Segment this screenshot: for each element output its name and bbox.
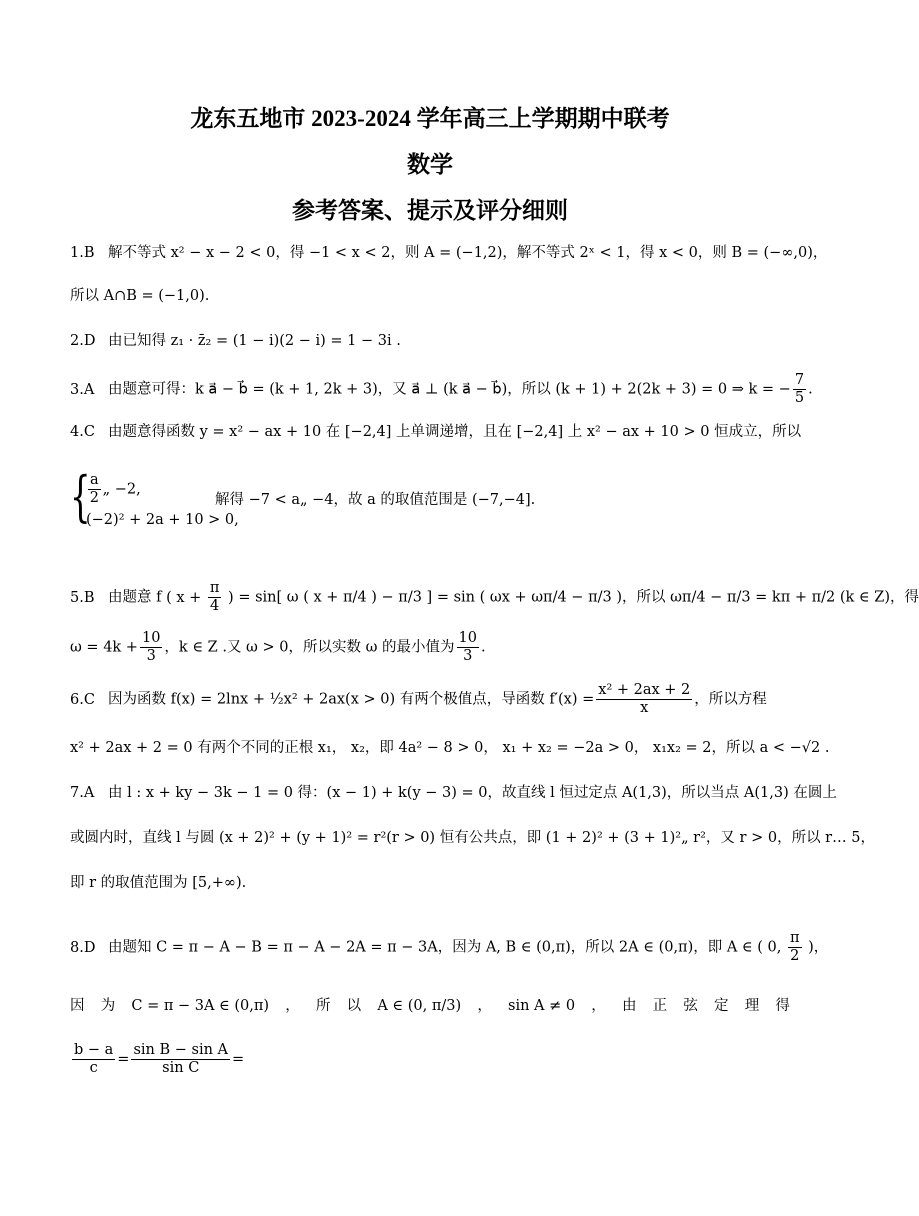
q8-l2-w10: 由 <box>621 998 637 1014</box>
q5-line-2-t: . <box>480 639 486 656</box>
q6-label: 6.C <box>70 691 95 708</box>
subject-title: 数学 <box>407 152 453 177</box>
q4-line-2: 解得 −7 < a„ −4，故 a 的取值范围是 (−7,−4]. <box>215 492 536 508</box>
q4-system-brace: { <box>70 465 91 528</box>
q8-l2-w3: ， <box>285 998 300 1014</box>
q5-expr-2: [ ω ( x + π/4 ) − π/3 ] = sin ( ωx + ωπ/4 − π/3 )， <box>276 589 637 606</box>
q8-eq: = <box>117 1051 130 1068</box>
q7-line-3: 即 r 的取值范围为 [5,+∞). <box>70 875 247 891</box>
q7-text-1: 由 l : x + ky − 3k − 1 = 0 得：(x − 1) + k(y − 3) = 0，故直线 l 恒过定点 A(1,3)，所以当点 A(1,3) 在圆上 <box>108 785 837 801</box>
q8-l2-w15: 得 <box>775 998 790 1014</box>
q8-l2-w0: 因 <box>70 998 85 1014</box>
q3-fraction <box>793 372 806 407</box>
q8-l2-w9: ， <box>591 998 606 1014</box>
q1-line-2: 所以 A∩B = (−1,0). <box>70 288 210 304</box>
q1-text-1: 解不等式 x² − x − 2 < 0，得 −1 < x < 2，则 A = (−1,2)，解不等式 2ˣ < 1，得 x < 0，则 B = (−∞,0)， <box>108 245 828 261</box>
q8-l2-w8: sin A ≠ 0 <box>508 998 576 1014</box>
q4-sys-fraction <box>88 472 101 507</box>
q8-label: 8.D <box>70 939 96 956</box>
q8-l2-w7: ， <box>477 998 492 1014</box>
q4-sys-row-1-text: „ −2, <box>102 481 141 498</box>
q5-text-c: 所以 <box>636 589 666 606</box>
q8-pi-2-frac: $\frac{\pi}{2}$ <box>790 930 800 964</box>
q8-l2-w11: 正 <box>652 998 668 1014</box>
q5-label: 5.B <box>70 589 95 606</box>
q5-text-a: 由题意 f <box>108 589 162 606</box>
q3-line-1 <box>70 372 813 407</box>
q7-line-1 <box>70 783 837 803</box>
exam-title: 龙东五地市 2023-2024 学年高三上学期期中联考 <box>190 106 670 131</box>
q3-frac-den: 5 <box>794 390 805 406</box>
q8-l2-w13: 定 <box>714 998 729 1014</box>
q4-text-1: 由题意得函数 y = x² − ax + 10 在 [−2,4] 上单调递增，且在 [−2,4] 上 x² − ax + 10 > 0 恒成立，所以 <box>108 424 802 440</box>
q2-label: 2.D <box>70 333 96 349</box>
q8-l2-w6: A ∈ (0, π/3) <box>377 998 462 1014</box>
q4-sys-den: 2 <box>89 490 99 506</box>
q8-l2-w14: 理 <box>744 998 760 1014</box>
q2-line-1 <box>70 331 401 351</box>
q5-expr-1: ( x + $\frac{\pi}{4}$ ) <box>161 580 239 614</box>
q8-line-2 <box>70 996 790 1016</box>
q6-line-2: x² + 2ax + 2 = 0 有两个不同的正根 x₁， x₂，即 4a² − 8 > 0， x₁ + x₂ = −2a > 0， x₁x₂ = 2，所以 a < −√2 . <box>70 740 830 756</box>
q4-label: 4.C <box>70 424 95 440</box>
q1-line-1 <box>70 243 827 263</box>
answer-subtitle: 参考答案、提示及评分细则 <box>292 198 568 223</box>
q4-line-1 <box>70 422 801 442</box>
q5-frac-2: $\frac{10}{3}$ <box>458 630 477 664</box>
q4-system-row-1 <box>86 472 141 507</box>
q6-text-1: 因为函数 f(x) = 2lnx + ½x² + 2ax(x > 0) 有两个极值点，导函数 f′(x) = <box>108 691 595 708</box>
q8-eq-tail: = <box>232 1051 245 1068</box>
q5-pi-4-frac: $\frac{\pi}{4}$ <box>209 580 220 614</box>
q3-label: 3.A <box>70 381 95 398</box>
q5-line-2-a: ω = 4k + <box>70 639 138 656</box>
q7-label: 7.A <box>70 785 95 801</box>
q3-frac-num: 7 <box>794 372 805 388</box>
q8-l2-w1: 为 <box>100 998 116 1014</box>
q8-l2-w12: 弦 <box>683 998 698 1014</box>
q8-line-3 <box>70 1042 244 1077</box>
q6-derivative-frac: $\frac{\text{x² + 2ax + 2}}{x}$ <box>598 682 691 716</box>
q5-line-1 <box>70 580 919 615</box>
q8-l2-w2: C = π − 3A ∈ (0,π) <box>131 998 270 1014</box>
q8-frac-2: $\frac{\text{sin B − sin A}}{\text{sin C}}$ <box>133 1042 229 1076</box>
q6-line-1 <box>70 682 767 717</box>
q4-sys-num: a <box>90 472 99 488</box>
q8-text-1: 由题知 C = π − A − B = π − A − 2A = π − 3A，因为 A, B ∈ (0,π)，所以 2A ∈ (0,π)，即 A ∈ <box>108 939 753 956</box>
q5-text-d: (k ∈ Z)，得 <box>839 589 919 606</box>
q8-frac-1: $\frac{b - a}{c}$ <box>74 1042 114 1076</box>
q5-expr-3: ωπ/4 − π/3 = kπ + π/2 <box>665 589 840 606</box>
q8-line-1: 8.D 由题知 C = π − A − B = π − A − 2A = π − 3A，因为 A, B ∈ (0,π)，所以 2A ∈ (0,π)，即 A ∈ ( 0, $\frac{\pi}{2}$ )， <box>70 930 829 964</box>
q6-text-1-tail: ，所以方程 <box>694 691 767 708</box>
q5-line-2 <box>70 630 486 665</box>
q7-line-2: 或圆内时，直线 l 与圆 (x + 2)² + (y + 1)² = r²(r > 0) 恒有公共点，即 (1 + 2)² + (3 + 1)²„ r²，又 r > 0，所以 r… 5， <box>70 830 875 846</box>
q5-frac-1: $\frac{10}{3}$ <box>141 630 161 664</box>
q3-tail: . <box>808 381 813 398</box>
q2-text-1: 由已知得 z₁ · z̄₂ = (1 − i)(2 − i) = 1 − 3i . <box>108 333 401 349</box>
q5-line-2-b: ，k ∈ Z .又 ω > 0，所以实数 ω 的最小值为 <box>164 639 455 656</box>
q8-l2-w4: 所 <box>315 998 331 1014</box>
q8-l2-w5: 以 <box>346 998 362 1014</box>
q1-label: 1.B <box>70 245 95 261</box>
q3-text-1: 由题意可得：k a⃗ − b⃗ = (k + 1, 2k + 3)，又 a⃗ ⊥ (k a⃗ − b⃗)，所以 (k + 1) + 2(2k + 3) = 0 ⇒ k = − <box>108 381 791 398</box>
q4-system-row-2: (−2)² + 2a + 10 > 0, <box>86 512 239 528</box>
q5-text-b: = sin <box>238 589 277 606</box>
